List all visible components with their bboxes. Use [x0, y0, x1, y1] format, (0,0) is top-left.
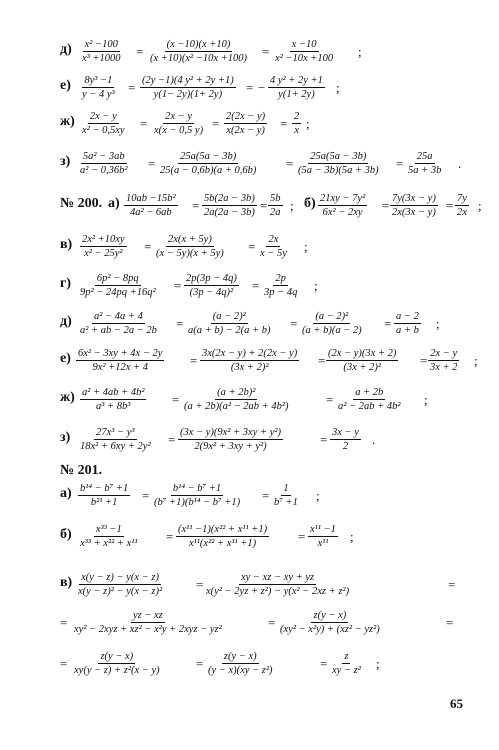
equals-sign: =	[192, 198, 200, 213]
fraction: (x −10)(x +10) (x +10)(x² −10x +100)	[150, 39, 247, 64]
equals-sign: =	[420, 353, 428, 368]
semicolon: ;	[474, 353, 478, 368]
equals-sign: =	[384, 316, 392, 331]
equals-sign: =	[190, 353, 198, 368]
fraction: a + 2b a² − 2ab + 4b²	[338, 387, 401, 412]
item-label: е)	[60, 351, 71, 366]
fraction: 27x³ − y³ 18x² + 6xy + 2y²	[80, 427, 151, 452]
fraction: yz − xz xy² − 2xyz + xz² − x²y + 2xyz − yz²	[74, 610, 222, 635]
fraction: 8y³ −1 y − 4 y³	[82, 75, 115, 100]
equals-sign: =	[248, 239, 256, 254]
semicolon: ;	[336, 80, 340, 95]
fraction: 25a 5a + 3b	[408, 151, 442, 176]
equals-sign: =	[446, 615, 454, 630]
semicolon: ;	[290, 198, 294, 213]
item-label: д)	[60, 314, 72, 329]
fraction: 2x − y 3x + 2	[430, 348, 458, 373]
fraction: 5b(2a − 3b) 2a(2a − 3b)	[204, 193, 255, 218]
semicolon: ;	[306, 116, 310, 131]
equals-sign: =	[166, 529, 174, 544]
equals-sign: =	[280, 116, 288, 131]
fraction: 2(2x − y) x(2x − y)	[226, 111, 266, 136]
fraction: (a − 2)² (a + b)(a − 2)	[302, 311, 362, 336]
fraction: 2p 3p − 4q	[264, 273, 298, 298]
fraction: (a − 2)² a(a + b) − 2(a + b)	[188, 311, 271, 336]
equals-sign: =	[382, 198, 390, 213]
equals-sign: =	[212, 116, 220, 131]
semicolon: ;	[376, 656, 380, 671]
semicolon: ;	[350, 529, 354, 544]
fraction: x¹¹ −1 x¹¹	[310, 524, 336, 549]
equals-sign: =	[290, 316, 298, 331]
fraction: (a + 2b)² (a + 2b)(a² − 2ab + 4b²)	[184, 387, 289, 412]
equals-sign: =	[318, 353, 326, 368]
period: .	[372, 432, 376, 447]
fraction: a − 2 a + b	[396, 311, 419, 336]
fraction: b¹⁴ − b⁷ +1 b²¹ +1	[80, 483, 129, 508]
fraction: 25a(5a − 3b) (5a − 3b)(5a + 3b)	[298, 151, 379, 176]
fraction: 2 x	[294, 111, 300, 136]
equals-sign: =	[172, 392, 180, 407]
semicolon: ;	[424, 392, 428, 407]
fraction: 3x − y 2	[332, 427, 359, 452]
item-label: в)	[60, 237, 73, 252]
equals-sign: =	[298, 529, 306, 544]
fraction: b¹⁴ − b⁷ +1 (b⁷ +1)(b¹⁴ − b⁷ +1)	[154, 483, 241, 508]
fraction: 5b 2a	[270, 193, 281, 218]
item-label: б)	[304, 196, 316, 211]
equals-sign: =	[320, 656, 328, 671]
fraction: z(y − x) xy(y − z) + z²(x − y)	[74, 651, 160, 676]
fraction: (2y −1)(4 y² + 2y +1) y(1− 2y)(1+ 2y)	[142, 75, 234, 100]
fraction: z(y − x) (y − x)(xy − z²)	[208, 651, 273, 676]
fraction: x −10 x² −10x +100	[275, 39, 334, 64]
equals-sign: =	[144, 239, 152, 254]
fraction: (2x − y)(3x + 2) (3x + 2)²	[328, 348, 397, 373]
item-label: з)	[60, 154, 71, 169]
fraction: 3x(2x − y) + 2(2x − y) (3x + 2)²	[202, 348, 298, 373]
fraction: z xy − z²	[332, 651, 361, 676]
equals-sign: =	[260, 198, 268, 213]
equals-sign: =	[262, 44, 270, 59]
fraction: 7y(3x − y) 2x(3x − y)	[392, 193, 436, 218]
semicolon: ;	[436, 316, 440, 331]
fraction: 2x − y x(x − 0,5 y)	[154, 111, 204, 136]
fraction: 5a² − 3ab a² − 0,36b²	[80, 151, 128, 176]
fraction: 2x x − 5y	[260, 234, 287, 259]
equals-sign: =	[286, 156, 294, 171]
fraction: (x¹¹ −1)(x²² + x¹¹ +1) x¹¹(x²² + x¹¹ +1)	[178, 524, 268, 549]
fraction: 2x − y x² − 0,5xy	[82, 111, 125, 136]
fraction: 7y 2x	[457, 193, 467, 218]
equals-sign: =	[60, 656, 68, 671]
item-label: ж)	[60, 390, 75, 405]
equals-sign: =	[262, 488, 270, 503]
fraction: a² − 4a + 4 a² + ab − 2a − 2b	[80, 311, 157, 336]
equals-sign: =	[136, 44, 144, 59]
fraction: 10ab −15b² 4a² − 6ab	[126, 193, 176, 218]
item-label: д)	[60, 42, 72, 57]
equals-sign: =	[196, 656, 204, 671]
equals-sign: =	[320, 432, 328, 447]
semicolon: ;	[358, 44, 362, 59]
equals-sign: =	[196, 577, 204, 592]
equals-sign: =	[168, 432, 176, 447]
equals-sign: =	[176, 316, 184, 331]
equals-sign: =	[326, 392, 334, 407]
fraction: 1 b⁷ +1	[274, 483, 298, 508]
fraction: 6x² − 3xy + 4x − 2y 9x² +12x + 4	[78, 348, 163, 373]
fraction: x³³ −1 x³³ + x²² + x¹¹	[80, 524, 138, 549]
period: .	[458, 156, 462, 171]
fraction: 25a(5a − 3b) 25(a − 0,6b)(a + 0,6b)	[160, 151, 257, 176]
equals-sign: =	[448, 577, 456, 592]
item-label: г)	[60, 276, 72, 291]
problem-number-201: № 201.	[60, 463, 103, 478]
equals-sign: =	[446, 198, 454, 213]
fraction: 21xy − 7y² 6x² − 2xy	[320, 193, 366, 218]
semicolon: ;	[478, 198, 482, 213]
item-label: з)	[60, 430, 71, 445]
fraction: 6p² − 8pq 9p² − 24pq +16q²	[80, 273, 156, 298]
equals-sign: =	[268, 615, 276, 630]
item-label: ж)	[60, 114, 75, 129]
semicolon: ;	[304, 239, 308, 254]
fraction: xy − xz − xy + yz x(y² − 2yz + z²) − y(x² − 2xz + z²)	[206, 572, 350, 597]
semicolon: ;	[316, 488, 320, 503]
item-label: в)	[60, 575, 73, 590]
equals-sign: =	[60, 615, 68, 630]
equals-sign: =	[142, 488, 150, 503]
equals-sign: =	[252, 278, 260, 293]
equals-sign: =	[128, 80, 136, 95]
equals-sign: =	[174, 278, 182, 293]
semicolon: ;	[314, 278, 318, 293]
equals-sign: =	[140, 116, 148, 131]
fraction: (3x − y)(9x² + 3xy + y²) 2(9x² + 3xy + y²)	[180, 427, 282, 452]
page-number: 65	[450, 696, 463, 711]
equals-sign: =	[148, 156, 156, 171]
fraction: 2x(x + 5y) (x − 5y)(x + 5y)	[156, 234, 224, 259]
fraction: x(y − z) − y(x − z) x(y − z)² − y(x − z)²	[78, 572, 163, 597]
fraction: a² + 4ab + 4b² a³ + 8b³	[82, 387, 145, 412]
fraction: 2p(3p − 4q) (3p − 4q)²	[186, 273, 237, 298]
equals-sign: =	[246, 80, 254, 95]
minus-sign: −	[258, 80, 266, 95]
item-label: е)	[60, 78, 71, 93]
problem-number-200: № 200.	[60, 196, 103, 211]
item-label: а)	[108, 196, 120, 211]
item-label: а)	[60, 486, 72, 501]
fraction: z(y − x) (xy² − x²y) + (xz² − yz²)	[280, 610, 380, 635]
item-label: б)	[60, 527, 72, 542]
fraction: 2x² +10xy x² − 25y²	[82, 234, 125, 259]
fraction: x² −100 x³ +1000	[82, 39, 121, 64]
fraction: 4 y² + 2y +1 y(1+ 2y)	[270, 75, 323, 100]
equals-sign: =	[396, 156, 404, 171]
